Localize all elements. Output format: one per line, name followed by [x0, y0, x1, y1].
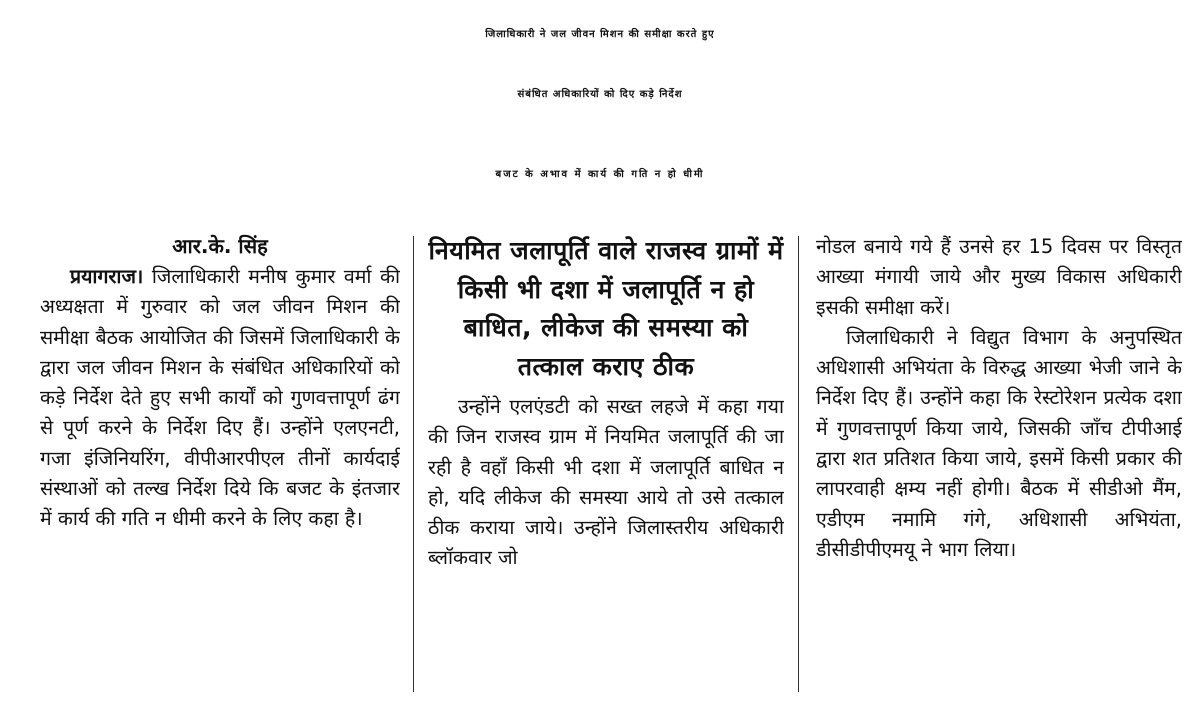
- byline: आर.के. सिंह: [172, 234, 268, 258]
- column-divider-1: [413, 236, 414, 692]
- headline-line-1: जिलाधिकारी ने जल जीवन मिशन की समीक्षा करते हुए: [485, 29, 715, 40]
- column-divider-2: [798, 236, 799, 692]
- column-1-text: जिलाधिकारी मनीष कुमार वर्मा की अध्यक्षता में गुरुवार को जल जीवन मिशन की समीक्षा बैठक आयोजित की जिसमें जिलाधिकारी के द्वारा जल जीवन मिशन के संबंधित अधिकारियों को कड़े निर्देश देते हुए सभी कार्यों को गुणवत्तापूर्ण ढंग से पूर्ण करने के निर्देश दिए हैं। उन्होंने एलएनटी, गजा इंजिनियरिंग, वीपीआरपीएल तीनों कार्यदाई संस्थाओं को तल्ख निर्देश दिये कि बजट के इंतजार में कार्य की गति न धीमी करने के लिए कहा है।: [40, 265, 400, 531]
- column-3-paragraph-2: जिलाधिकारी ने विद्युत विभाग के अनुपस्थित अधिशासी अभियंता के विरुद्ध आख्या भेजी जाने के निर्देश दिए हैं। उन्होंने कहा कि रेस्टोरेशन प्रत्येक दशा में गुणवत्तापूर्ण किया जाये, जिसकी जाँच टीपीआई द्वारा शत प्रतिशत किया जाये, इसमें किसी प्रकार की लापरवाही क्षम्य नहीं होगी। बैठक में सीडीओ मैंम, एडीएम नमामि गंगे, अधिशासी अभियंता, डीसीडीपीएमयू ने भाग लिया।: [816, 325, 1182, 561]
- sub-headline: नियमित जलापूर्ति वाले राजस्व ग्रामों में किसी भी दशा में जलापूर्ति न हो बाधित, लीकेज की समस्या को तत्काल कराए ठीक: [428, 236, 784, 381]
- main-headline: बजट के अभाव में कार्य की गति न हो धीमी: [495, 169, 705, 180]
- column-2-body: उन्होंने एलएंडटी को सख्त लहजे में कहा गया की जिन राजस्व ग्राम में नियमित जलापूर्ति की जा रही है वहाँ किसी भी दशा में जलापूर्ति बाधित न हो, यदि लीकेज की समस्या आये तो उसे तत्काल ठीक कराया जाये। उन्होंने जिलास्तरीय अधिकारी ब्लॉकवार जो: [428, 395, 784, 570]
- article-column-2: [428, 232, 784, 702]
- article-column-3: [816, 232, 1182, 702]
- headline-line-2: संबंधित अधिकारियों को दिए कड़े निर्देश: [517, 89, 683, 100]
- column-1-body: [40, 262, 400, 535]
- article-column-1: [40, 232, 400, 702]
- dateline: प्रयागराज।: [70, 265, 144, 288]
- column-3-paragraph-1: नोडल बनाये गये हैं उनसे हर 15 दिवस पर विस्तृत आख्या मंगायी जाये और मुख्य विकास अधिकारी इसकी समीक्षा करें।: [816, 235, 1182, 319]
